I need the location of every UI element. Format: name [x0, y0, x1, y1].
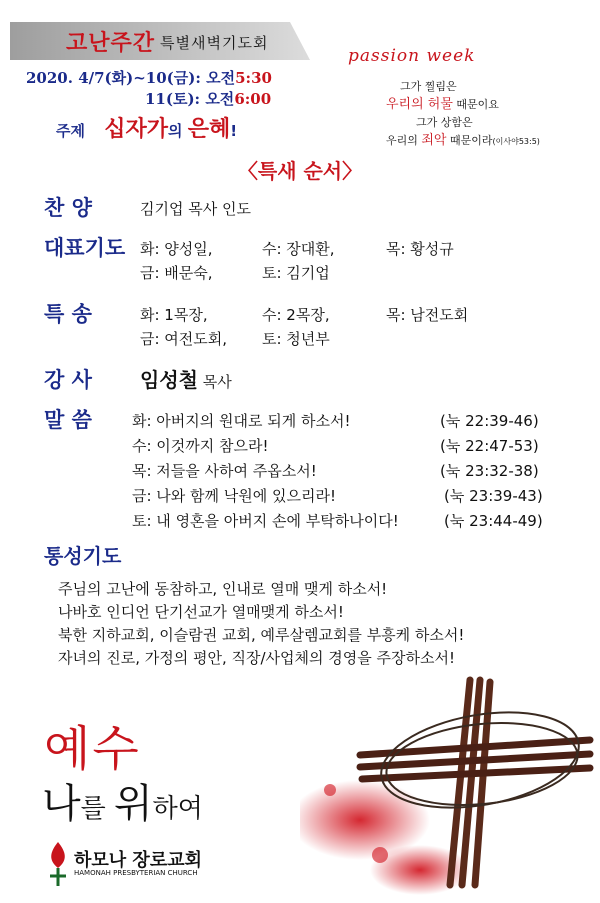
church-name-english: HAMONAH PRESBYTERIAN CHURCH	[74, 869, 198, 877]
rep-prayer-fri: 금: 배문숙,	[140, 264, 213, 282]
speaker	[140, 364, 232, 393]
rep-prayer-sat: 토: 김기업	[262, 264, 330, 282]
sermon-ref-thu: (눅 23:32-38)	[440, 462, 539, 480]
speaker-title: 목사	[202, 373, 232, 391]
schedule-date-1: 2020. 4/7(화)~10(금): 오전	[26, 69, 236, 87]
schedule-line-2	[26, 89, 272, 110]
header-banner	[10, 22, 310, 60]
schedule-time-2: 6:00	[234, 90, 272, 108]
verse-reference: (이사야53:5)	[492, 137, 540, 146]
church-name: 하모나 장로교회	[74, 850, 202, 871]
verse-line-2	[386, 96, 540, 114]
speaker-name: 임성철	[140, 368, 198, 392]
rep-prayer-thu: 목: 황성규	[386, 240, 454, 258]
prayer-title: 통성기도	[44, 544, 122, 568]
sermon-ref-sat: (눅 23:44-49)	[444, 512, 543, 530]
theme	[56, 112, 237, 143]
slogan-reul: 를	[80, 794, 115, 824]
theme-label: 주제	[56, 122, 85, 140]
rep-prayer-label: 대표기도	[44, 236, 126, 260]
crown-of-thorns-cross-image	[300, 660, 600, 900]
verse-line-2-rest: 때문이요	[452, 98, 499, 111]
sermon-ref-wed: (눅 22:47-53)	[440, 437, 539, 455]
theme-end: !	[230, 122, 238, 140]
special-song-sat: 토: 청년부	[262, 330, 330, 348]
verse-line-4-rest: 때문이라	[446, 134, 493, 147]
sermon-text-sat: 토: 내 영혼을 아버지 손에 부탁하나이다!	[132, 512, 399, 530]
church-logo-icon	[44, 838, 72, 888]
prayer-item: 주님의 고난에 동참하고, 인내로 열매 맺게 하소서!	[58, 580, 388, 598]
sermon-ref-tue: (눅 22:39-46)	[440, 412, 539, 430]
verse-line-1: 그가 찔림은	[400, 80, 457, 93]
sermon-text-tue: 화: 아버지의 원대로 되게 하소서!	[132, 412, 351, 430]
slogan-wi: 위	[114, 781, 153, 827]
special-song-thu: 목: 남전도회	[386, 306, 469, 324]
special-song-wed: 수: 2목장,	[262, 306, 330, 324]
praise-label: 찬 양	[44, 196, 92, 220]
verse-highlight-2: 죄악	[421, 133, 447, 148]
special-song-fri: 금: 여전도회,	[140, 330, 228, 348]
schedule-date-2: 11(토): 오전	[145, 90, 235, 108]
prayer-list	[58, 578, 464, 670]
passion-week-title: passion week	[348, 46, 476, 66]
special-song-label: 특 송	[44, 302, 92, 326]
theme-word-cross: 십자가	[104, 117, 168, 142]
sermon-text-fri: 금: 나와 함께 낙원에 있으리라!	[132, 487, 337, 505]
slogan-na: 나	[42, 781, 81, 827]
sermon-text-wed: 수: 이것까지 참으라!	[132, 437, 269, 455]
order-title: 〈특새 순서〉	[237, 159, 363, 183]
sermon-text-thu: 목: 저들을 사하여 주옵소서!	[132, 462, 317, 480]
praise-text: 김기업 목사 인도	[140, 200, 251, 218]
prayer-item: 나바호 인디언 단기선교가 열매맺게 하소서!	[58, 603, 344, 621]
verse-line-3: 그가 상함은	[416, 116, 473, 129]
sermon-ref-fri: (눅 23:39-43)	[444, 487, 543, 505]
banner-subtitle: 특별새벽기도회	[160, 34, 269, 52]
slogan-hayeo: 하여	[152, 794, 203, 824]
speaker-label: 강 사	[44, 368, 92, 392]
schedule	[26, 68, 272, 110]
sermon-label: 말 씀	[44, 408, 92, 432]
slogan-for-me	[42, 772, 203, 829]
schedule-time-1: 5:30	[235, 69, 272, 87]
prayer-item: 북한 지하교회, 이슬람권 교회, 예루살렘교회를 부흥케 하소서!	[58, 626, 465, 644]
verse-highlight-1: 우리의 허물	[386, 97, 453, 112]
verse-line-4-pre: 우리의	[386, 134, 422, 147]
verse-line-4	[386, 132, 540, 151]
slogan-jesus: 예수	[44, 721, 141, 777]
scripture-verse	[386, 78, 540, 151]
theme-particle: 의	[167, 122, 183, 140]
theme-word-grace: 은혜	[187, 117, 231, 142]
schedule-line-1	[26, 68, 272, 89]
rep-prayer-tue: 화: 양성일,	[140, 240, 213, 258]
special-song-tue: 화: 1목장,	[140, 306, 208, 324]
banner-title: 고난주간	[66, 31, 156, 56]
rep-prayer-wed: 수: 장대환,	[262, 240, 335, 258]
prayer-item: 자녀의 진로, 가정의 평안, 직장/사업체의 경영을 주장하소서!	[58, 649, 455, 667]
